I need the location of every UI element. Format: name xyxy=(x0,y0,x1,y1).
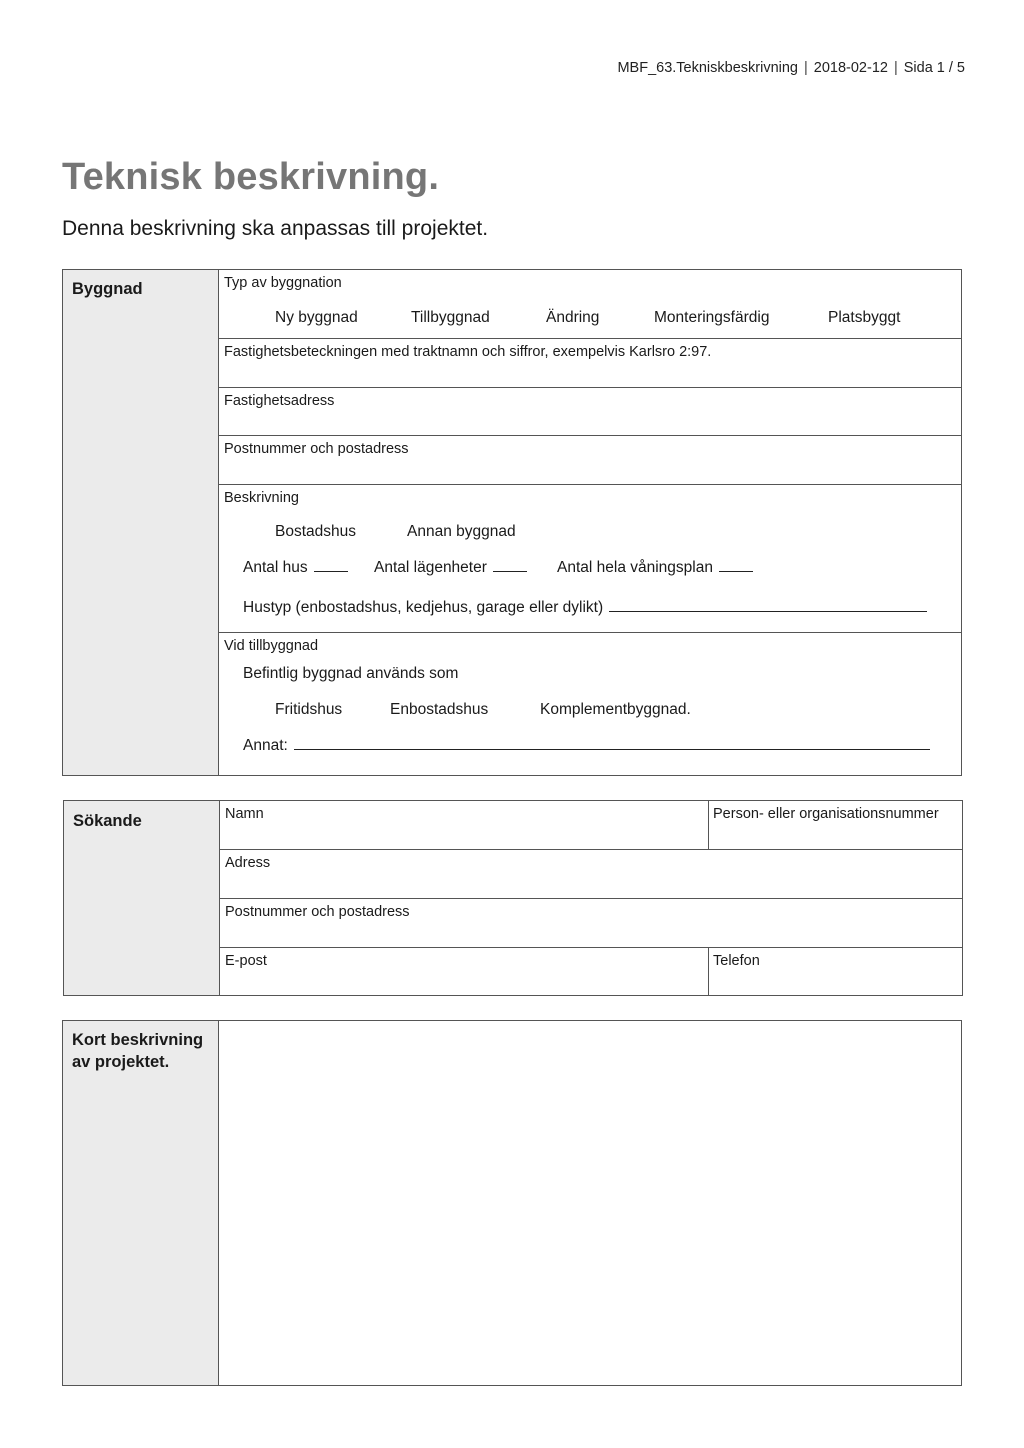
option-platsbyggt[interactable]: Platsbyggt xyxy=(828,309,901,326)
vid-tillbyggnad-row xyxy=(219,633,961,775)
document-date: 2018-02-12 xyxy=(813,60,888,76)
telefon-label: Telefon xyxy=(713,953,760,969)
document-id: MBF_63.Tekniskbeskrivning xyxy=(617,60,798,76)
page-subtitle: Denna beskrivning ska anpassas till projektet. xyxy=(62,217,489,240)
namn-row xyxy=(220,801,962,850)
typ-av-byggnation-label: Typ av byggnation xyxy=(224,275,342,291)
hustyp-field[interactable] xyxy=(243,599,927,617)
option-komplementbyggnad[interactable]: Komplementbyggnad. xyxy=(540,701,691,719)
byggnad-section xyxy=(62,269,962,776)
fastighetsbeteckning-label: Fastighetsbeteckningen med traktnamn och siffror, exempelvis Karlsro 2:97. xyxy=(224,343,712,360)
antal-lagenheter-field[interactable] xyxy=(374,559,527,577)
byggnad-heading: Byggnad xyxy=(63,270,219,775)
antal-vaningsplan-blank[interactable] xyxy=(719,559,753,572)
antal-lagenheter-blank[interactable] xyxy=(493,559,527,572)
page-title: Teknisk beskrivning. xyxy=(62,156,440,198)
sokande-postadress-field[interactable] xyxy=(220,899,962,948)
kort-beskrivning-section xyxy=(62,1020,962,1386)
option-tillbyggnad[interactable]: Tillbyggnad xyxy=(411,309,490,326)
telefon-field[interactable] xyxy=(708,948,962,995)
page-number: Sida 1 / 5 xyxy=(903,60,965,76)
option-annan-byggnad[interactable]: Annan byggnad xyxy=(407,522,516,540)
sokande-heading: Sökande xyxy=(64,801,220,995)
antal-hus-blank[interactable] xyxy=(314,559,348,572)
kort-beskrivning-field[interactable] xyxy=(219,1021,961,1385)
kort-beskrivning-heading-line2: av projektet. xyxy=(72,1053,170,1071)
fastighetsbeteckning-field[interactable] xyxy=(219,339,961,388)
befintlig-byggnad-label: Befintlig byggnad används som xyxy=(243,665,459,683)
postadress-field[interactable] xyxy=(219,436,961,485)
person-nummer-field[interactable] xyxy=(708,801,962,849)
fastighetsadress-field[interactable] xyxy=(219,388,961,436)
byggnad-fields xyxy=(219,270,961,775)
person-nummer-label: Person- eller organisationsnummer xyxy=(713,806,939,822)
antal-vaningsplan-field[interactable] xyxy=(557,559,753,577)
option-monteringsfardig[interactable]: Monteringsfärdig xyxy=(654,309,770,326)
fastighetsadress-label: Fastighetsadress xyxy=(224,392,335,409)
namn-label: Namn xyxy=(225,806,264,822)
epost-field[interactable] xyxy=(220,948,708,995)
option-enbostadshus[interactable]: Enbostadshus xyxy=(390,701,489,719)
annat-label: Annat: xyxy=(243,737,288,755)
hustyp-blank[interactable] xyxy=(609,599,927,612)
separator: | xyxy=(893,60,898,76)
antal-hus-label: Antal hus xyxy=(243,558,308,576)
adress-field[interactable] xyxy=(220,850,962,899)
kort-beskrivning-heading xyxy=(63,1021,219,1385)
annat-field[interactable] xyxy=(243,737,930,755)
sokande-fields xyxy=(220,801,962,995)
option-fritidshus[interactable]: Fritidshus xyxy=(275,701,343,719)
annat-blank[interactable] xyxy=(294,737,930,750)
typ-av-byggnation-row xyxy=(219,270,961,339)
antal-hus-field[interactable] xyxy=(243,559,348,577)
document-header xyxy=(617,60,965,76)
option-andring[interactable]: Ändring xyxy=(546,309,600,326)
sokande-postadress-label: Postnummer och postadress xyxy=(225,904,410,920)
hustyp-label: Hustyp (enbostadshus, kedjehus, garage eller dylikt) xyxy=(243,598,604,616)
beskrivning-label: Beskrivning xyxy=(224,489,299,506)
epost-label: E-post xyxy=(225,953,267,969)
adress-label: Adress xyxy=(225,855,271,871)
postadress-label: Postnummer och postadress xyxy=(224,440,409,457)
antal-lagenheter-label: Antal lägenheter xyxy=(374,558,487,576)
vid-tillbyggnad-label: Vid tillbyggnad xyxy=(224,638,319,655)
kontakt-row xyxy=(220,948,962,995)
beskrivning-row xyxy=(219,485,961,634)
sokande-section xyxy=(63,800,963,996)
antal-vaningsplan-label: Antal hela våningsplan xyxy=(557,558,713,576)
option-bostadshus[interactable]: Bostadshus xyxy=(275,522,356,540)
option-ny-byggnad[interactable]: Ny byggnad xyxy=(275,309,358,326)
separator: | xyxy=(804,60,808,76)
namn-field[interactable] xyxy=(220,801,708,849)
kort-beskrivning-heading-line1: Kort beskrivning xyxy=(72,1031,204,1049)
